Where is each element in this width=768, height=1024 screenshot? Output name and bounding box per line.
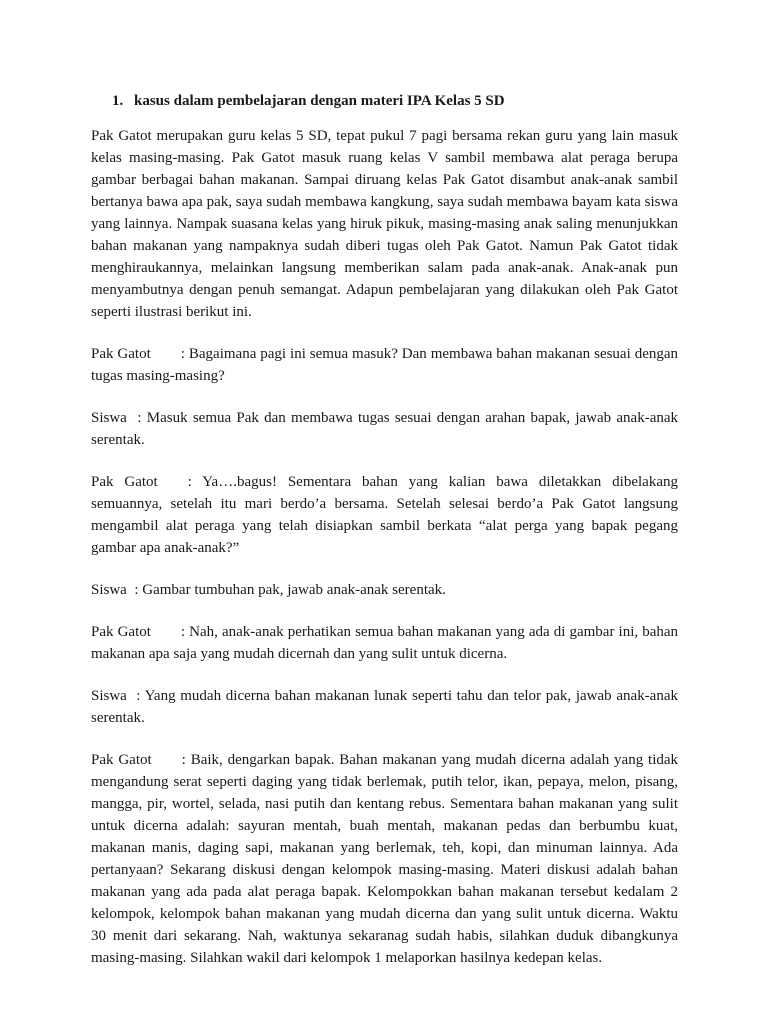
dialogue-line (91, 471, 678, 559)
dialogue-text: Bagaimana pagi ini semua masuk? Dan membawa bahan makanan sesuai dengan tugas masing-masing? (91, 346, 679, 384)
speaker-name: Pak Gatot (91, 624, 151, 640)
dialogue-text: Gambar tumbuhan pak, jawab anak-anak serentak. (142, 582, 446, 598)
speaker-separator: : (180, 624, 186, 640)
intro-paragraph: Pak Gatot merupakan guru kelas 5 SD, tepat pukul 7 pagi bersama rekan guru yang lain masuk kelas masing-masing. Pak Gatot masuk ruang kelas V sambil membawa alat peraga berupa gambar berbagai bahan makanan. Sampai diruang kelas Pak Gatot disambut anak-anak sambil bertanya bawa apa pak, saya sudah membawa kangkung, saya sudah membawa bayam kata siswa yang lainnya. Nampak suasana kelas yang hiruk pikuk, masing-masing anak saling menunjukkan bahan makanan yang nampaknya sudah diberi tugas oleh Pak Gatot. Namun Pak Gatot tidak menghiraukannya, melainkan langsung memberikan salam pada anak-anak. Anak-anak pun menyambutnya dengan penuh semangat. Adapun pembelajaran yang dilakukan oleh Pak Gatot seperti ilustrasi berikut ini. (91, 128, 678, 320)
speaker-separator: : (180, 346, 185, 362)
dialogue-line (91, 749, 678, 969)
speaker-separator: : (136, 688, 141, 704)
speaker-separator: : (137, 410, 142, 426)
speaker-separator: : (134, 582, 139, 598)
heading-number: 1. (112, 93, 124, 109)
speaker-name: Pak Gatot (91, 474, 158, 490)
speaker-name: Siswa (91, 582, 127, 598)
dialogue-line (91, 621, 678, 665)
speaker-name: Pak Gatot (91, 346, 151, 362)
document-page (91, 90, 678, 989)
speaker-separator: : (187, 474, 192, 490)
speaker-name: Siswa (91, 688, 127, 704)
dialogue-line (91, 343, 678, 387)
dialogue-line (91, 407, 678, 451)
section-heading (91, 90, 678, 112)
dialogue-text: Nah, anak-anak perhatikan semua bahan makanan yang ada di gambar ini, bahan makanan apa saja yang mudah dicernah dan yang sulit untuk dicerna. (91, 624, 679, 662)
dialogue-text: Ya….bagus! Sementara bahan yang kalian bawa diletakkan dibelakang semuannya, setelah itu mari berdo’a bersama. Setelah selesai berdo’a Pak Gatot langsung mengambil alat peraga yang telah disiapkan sambil berkata “alat perga yang bapak pegang gambar apa anak-anak?” (91, 474, 678, 556)
dialogue-text: Yang mudah dicerna bahan makanan lunak seperti tahu dan telor pak, jawab anak-anak serentak. (91, 688, 678, 726)
dialogue-text: Masuk semua Pak dan membawa tugas sesuai dengan arahan bapak, jawab anak-anak serentak. (91, 410, 679, 448)
heading-text: kasus dalam pembelajaran dengan materi IPA Kelas 5 SD (134, 93, 505, 109)
speaker-separator: : (181, 752, 186, 768)
dialogue-line (91, 579, 678, 601)
dialogue-text: Baik, dengarkan bapak. Bahan makanan yang mudah dicerna adalah yang tidak mengandung serat seperti daging yang tidak berlemak, putih telor, ikan, pepaya, melon, pisang, mangga, pir, wortel, selada, nasi putih dan kentang rebus. Sementara bahan makanan yang sulit untuk dicerna adalah: sayuran mentah, buah mentah, makanan pedas dan berbumbu kuat, makanan manis, daging sapi, makanan yang berlemak, teh, kopi, dan minuman lainnya. Ada pertanyaan? Sekarang diskusi dengan kelompok masing-masing. Materi diskusi adalah bahan makanan yang ada pada alat peraga bapak. Kelompokkan bahan makanan tersebut kedalam 2 kelompok, kelompok bahan makanan yang mudah dicerna dan yang sulit untuk dicerna. Waktu 30 menit dari sekarang. Nah, waktunya sekaranag sudah habis, silahkan duduk dibangkunya masing-masing. Silahkan wakil dari kelompok 1 melaporkan hasilnya kedepan kelas. (91, 752, 679, 966)
dialogue-line (91, 685, 678, 729)
speaker-name: Siswa (91, 410, 127, 426)
speaker-name: Pak Gatot (91, 752, 152, 768)
